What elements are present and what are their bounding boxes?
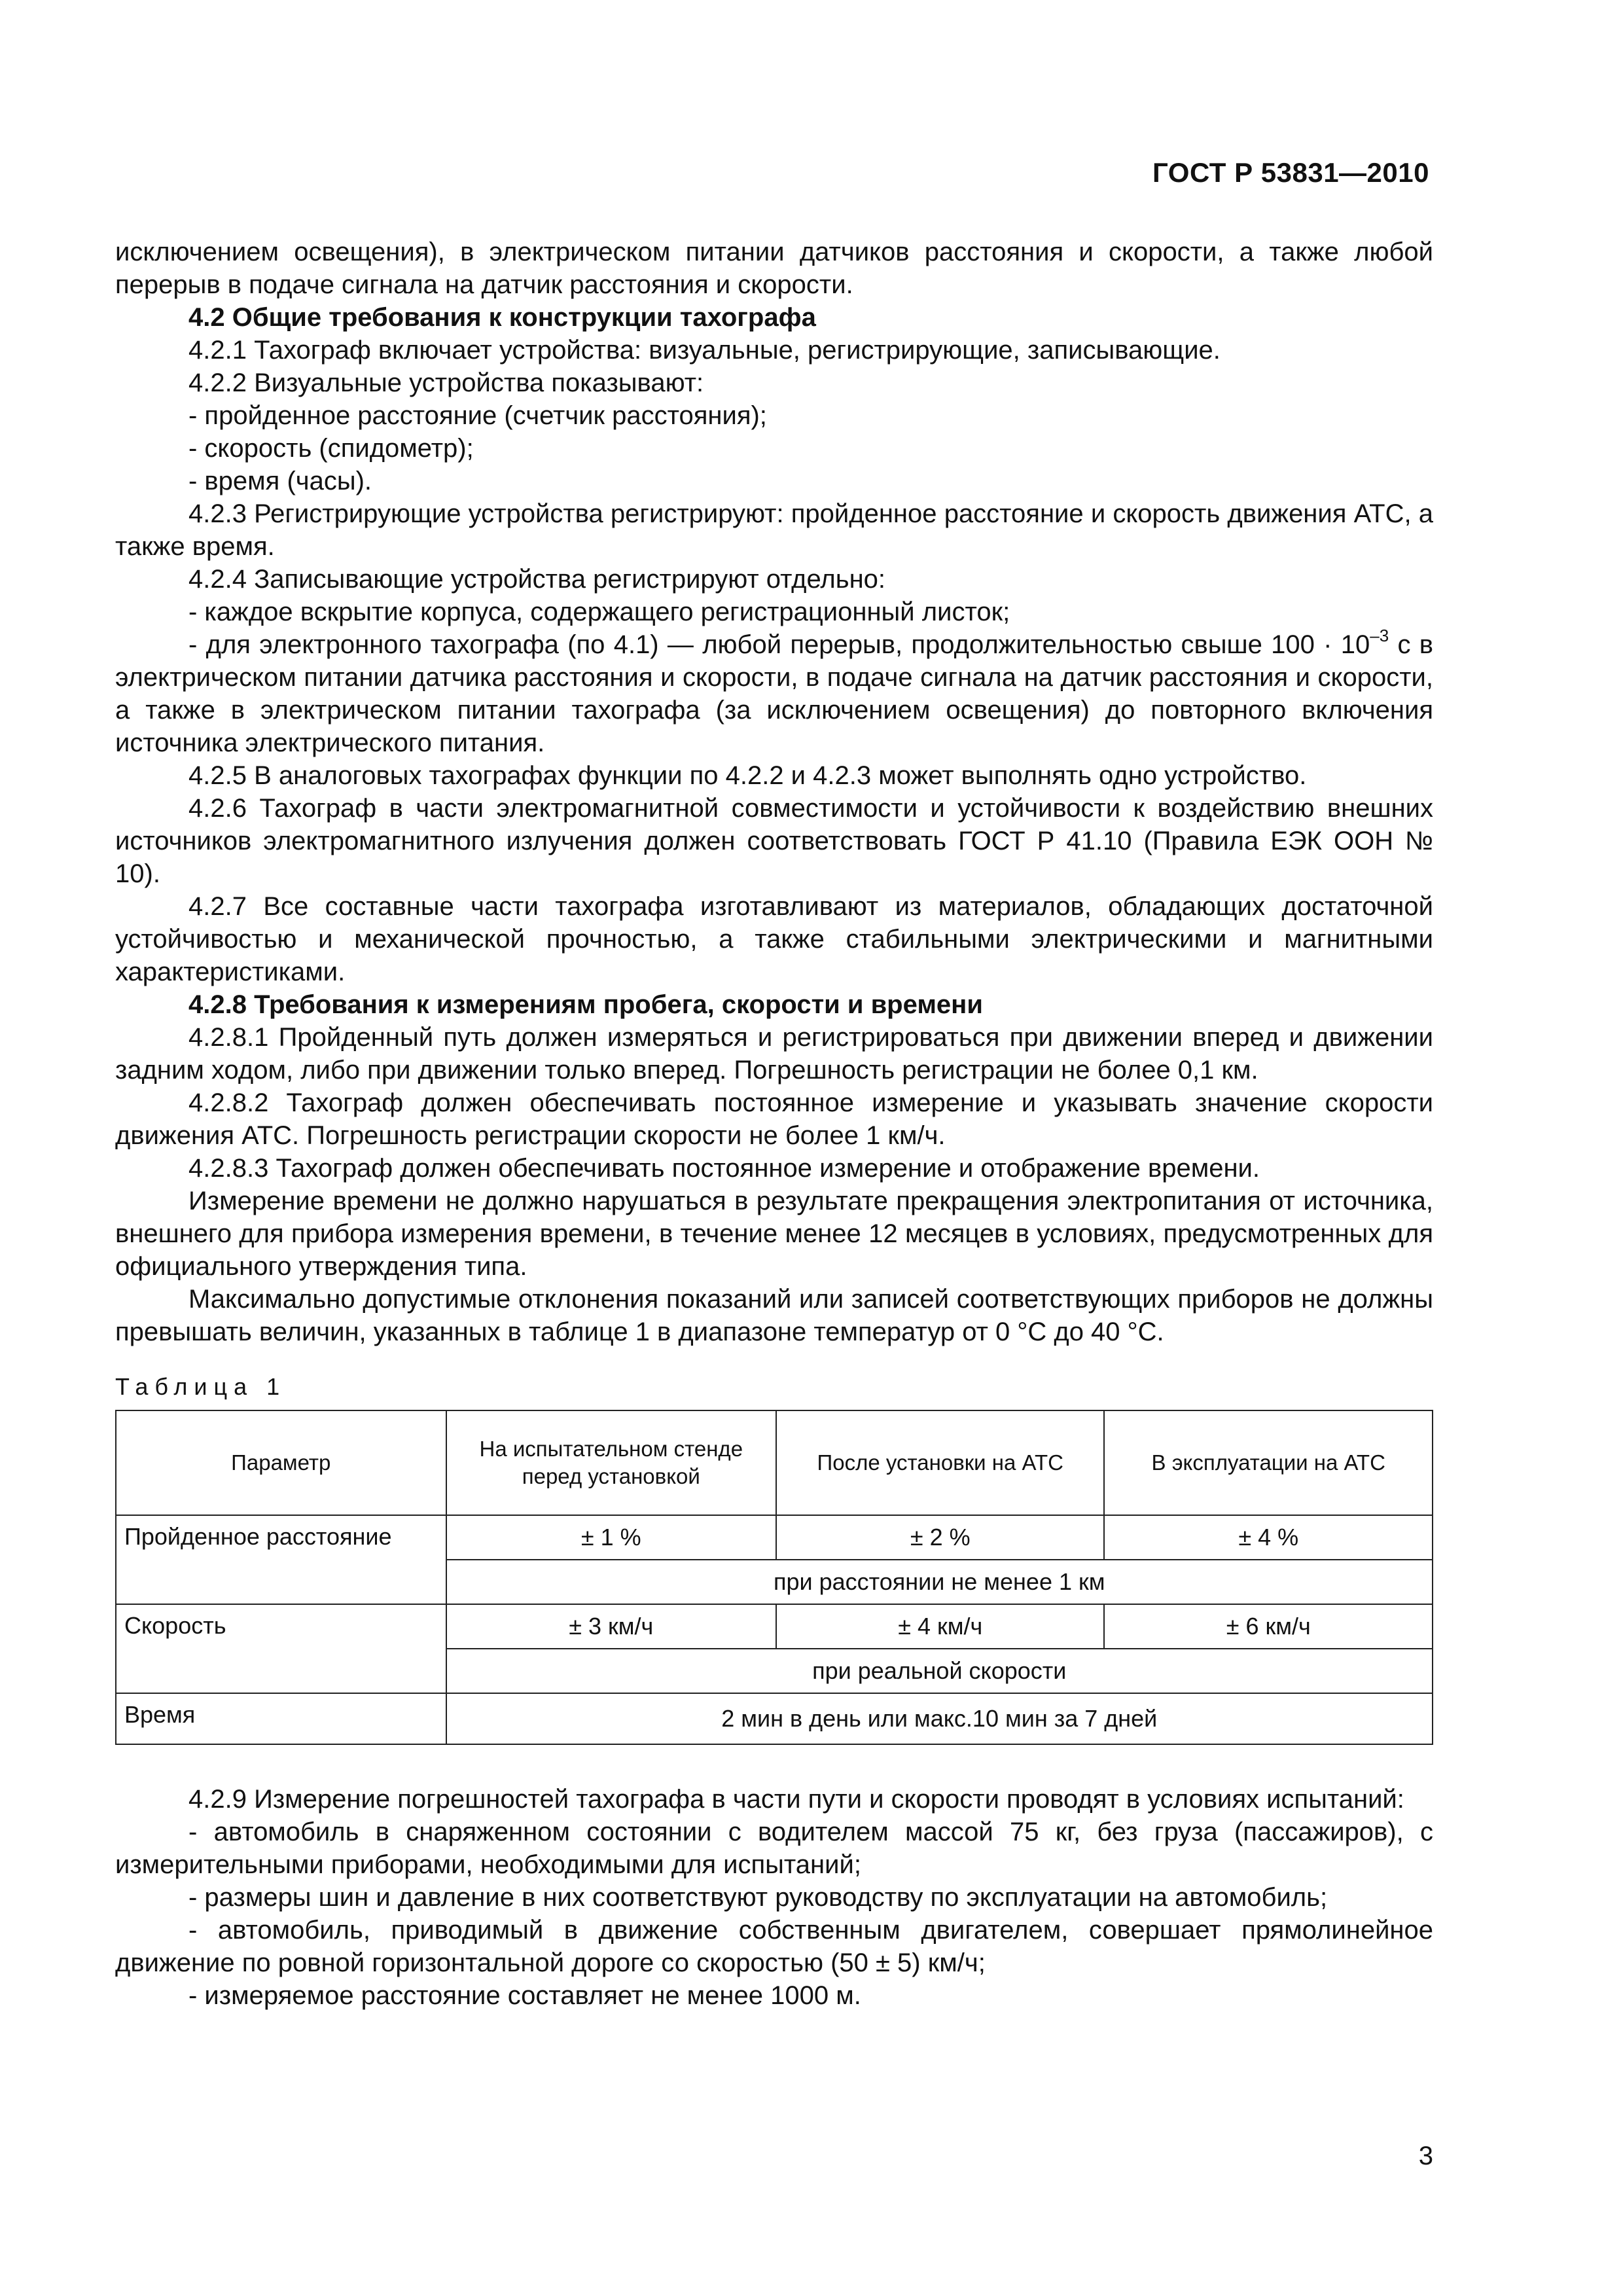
paragraph-electronic-exponent: –3 xyxy=(1370,626,1389,645)
table-caption: Таблица 1 xyxy=(115,1373,287,1400)
paragraph: - автомобиль в снаряженном состоянии с водителем массой 75 кг, без груза (пассажиров), с измерительными приборами, необходимыми для испытаний; xyxy=(115,1818,1433,1879)
paragraph: 4.2.8.2 Тахограф должен обеспечивать постоянное измерение и указывать значение скорости движения АТС. Погрешность регистрации скорости не более 1 км/ч. xyxy=(115,1088,1433,1150)
page-number: 3 xyxy=(1418,2142,1433,2170)
cell-distance-note: при расстоянии не менее 1 км xyxy=(446,1560,1433,1604)
table-row xyxy=(116,1693,1433,1744)
table-1 xyxy=(115,1410,1433,1745)
cell-speed-note: при реальной скорости xyxy=(446,1649,1433,1693)
paragraph: - скорость (спидометр); xyxy=(188,434,474,463)
paragraph: - пройденное расстояние (счетчик расстояния); xyxy=(188,401,767,430)
header-test-bench: На испытательном стенде перед установкой xyxy=(446,1410,777,1515)
paragraph: исключением освещения), в электрическом питании датчиков расстояния и скорости, а также любой перерыв в подаче сигнала на датчик расстояния и скорости. xyxy=(115,238,1433,299)
cell-speed-service: ± 6 км/ч xyxy=(1104,1604,1433,1649)
paragraph: 4.2.6 Тахограф в части электромагнитной совместимости и устойчивости к воздействию внешних источников электромагнитного излучения должен соответствовать ГОСТ Р 41.10 (Правила ЕЭК ООН № 10). xyxy=(115,794,1433,888)
header-in-service: В эксплуатации на АТС xyxy=(1104,1410,1433,1515)
paragraph: Измерение времени не должно нарушаться в результате прекращения электропитания от источника, внешнего для прибора измерения времени, в течение менее 12 месяцев в условиях, предусмотренных для официального утверждения типа. xyxy=(115,1187,1433,1281)
paragraphs-bottom xyxy=(115,1783,1433,2012)
paragraph-electronic-after: с в электрическом питании датчика расстояния и скорости, в подаче сигнала на датчик расстояния и скорости, а также в электрическом питании тахографа (за исключением освещения) до повторного включения источника электрического питания. xyxy=(115,630,1433,757)
paragraph: 4.2.1 Тахограф включает устройства: визуальные, регистрирующие, записывающие. xyxy=(188,336,1221,365)
paragraph: 4.2.3 Регистрирующие устройства регистрируют: пройденное расстояние и скорость движения АТС, а также время. xyxy=(115,499,1433,561)
cell-distance-after: ± 2 % xyxy=(776,1515,1104,1560)
document-body xyxy=(115,236,1433,2012)
paragraphs-middle xyxy=(115,759,1433,1348)
paragraphs-top xyxy=(115,236,1433,628)
document-header: ГОСТ Р 53831—2010 xyxy=(1152,157,1429,188)
cell-speed-after: ± 4 км/ч xyxy=(776,1604,1104,1649)
paragraph: - измеряемое расстояние составляет не менее 1000 м. xyxy=(188,1981,861,2010)
paragraph: 4.2.8 Требования к измерениям пробега, скорости и времени xyxy=(188,990,983,1019)
row-label-speed: Скорость xyxy=(116,1604,446,1693)
table-row xyxy=(116,1604,1433,1649)
row-label-time: Время xyxy=(116,1693,446,1744)
paragraph: 4.2 Общие требования к конструкции тахографа xyxy=(188,303,816,332)
paragraph: - каждое вскрытие корпуса, содержащего регистрационный листок; xyxy=(188,598,1010,626)
paragraph-electronic-tachograph xyxy=(115,628,1433,759)
paragraph: 4.2.9 Измерение погрешностей тахографа в части пути и скорости проводят в условиях испытаний: xyxy=(188,1785,1404,1814)
paragraph: 4.2.7 Все составные части тахографа изготавливают из материалов, обладающих достаточной устойчивостью и механической прочностью, а также стабильными электрическими и магнитными характеристиками. xyxy=(115,892,1433,986)
cell-speed-bench: ± 3 км/ч xyxy=(446,1604,777,1649)
paragraph: - размеры шин и давление в них соответствуют руководству по эксплуатации на автомобиль; xyxy=(188,1883,1328,1912)
row-label-distance: Пройденное расстояние xyxy=(116,1515,446,1604)
paragraph: - время (часы). xyxy=(188,467,372,495)
cell-distance-bench: ± 1 % xyxy=(446,1515,777,1560)
paragraph-electronic-before: - для электронного тахографа (по 4.1) — любой перерыв, продолжительностью свыше 100 · 10 xyxy=(188,630,1370,659)
cell-distance-service: ± 4 % xyxy=(1104,1515,1433,1560)
header-parameter: Параметр xyxy=(116,1410,446,1515)
header-after-install: После установки на АТС xyxy=(776,1410,1104,1515)
paragraph: 4.2.4 Записывающие устройства регистрируют отдельно: xyxy=(188,565,886,594)
paragraph: 4.2.5 В аналоговых тахографах функции по 4.2.2 и 4.2.3 может выполнять одно устройство. xyxy=(188,761,1307,790)
paragraph: 4.2.8.1 Пройденный путь должен измеряться и регистрироваться при движении вперед и движении задним ходом, либо при движении только вперед. Погрешность регистрации не более 0,1 км. xyxy=(115,1023,1433,1085)
table-row xyxy=(116,1515,1433,1560)
cell-time-value: 2 мин в день или макс.10 мин за 7 дней xyxy=(446,1693,1433,1744)
table-header-row xyxy=(116,1410,1433,1515)
paragraph: - автомобиль, приводимый в движение собственным двигателем, совершает прямолинейное движение по ровной горизонтальной дороге со скоростью (50 ± 5) км/ч; xyxy=(115,1916,1433,1977)
paragraph: Максимально допустимые отклонения показаний или записей соответствующих приборов не должны превышать величин, указанных в таблице 1 в диапазоне температур от 0 °С до 40 °С. xyxy=(115,1285,1433,1346)
paragraph: 4.2.8.3 Тахограф должен обеспечивать постоянное измерение и отображение времени. xyxy=(188,1154,1260,1183)
paragraph: 4.2.2 Визуальные устройства показывают: xyxy=(188,368,704,397)
